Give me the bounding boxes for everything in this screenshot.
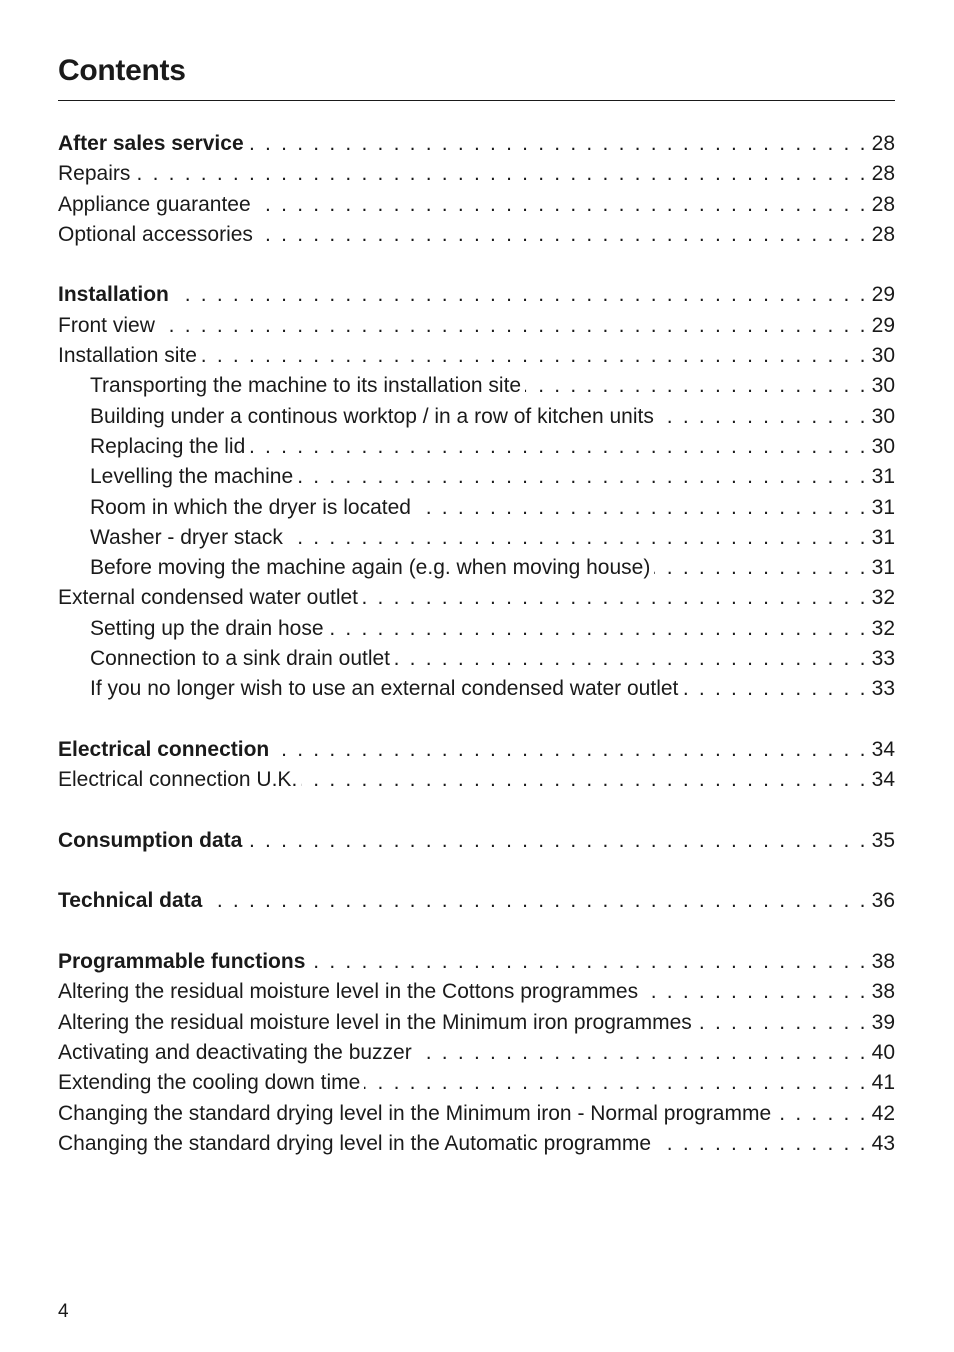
entry-title: After sales service [58, 132, 244, 155]
toc-heading-entry[interactable] [58, 280, 895, 310]
toc-subentry[interactable] [58, 674, 895, 704]
toc-subentry[interactable] [58, 402, 895, 432]
entry-page-number: 35 [871, 828, 895, 852]
toc-entry[interactable] [58, 1008, 895, 1038]
entry-page-number: 34 [871, 737, 895, 761]
entry-title: Front view [58, 313, 155, 337]
dot-leader [201, 341, 868, 371]
entry-title: Electrical connection U.K. [58, 768, 298, 792]
page-title: Contents [58, 54, 186, 87]
entry-title: Optional accessories [58, 222, 253, 246]
toc-subentry[interactable] [58, 371, 895, 401]
entry-page-number: 28 [871, 132, 895, 155]
page-number: 4 [58, 1301, 69, 1322]
dot-leader [362, 583, 868, 613]
dot-leader [658, 402, 868, 432]
entry-title: Consumption data [58, 828, 243, 852]
toc-heading-entry[interactable] [58, 735, 895, 765]
toc-heading-entry[interactable] [58, 826, 895, 856]
toc-subentry[interactable] [58, 523, 895, 553]
dot-leader [775, 1099, 867, 1129]
entry-page-number: 30 [871, 374, 895, 398]
toc-entry[interactable] [58, 765, 895, 795]
dot-leader [287, 523, 868, 553]
dot-leader [654, 553, 867, 583]
toc-section [58, 735, 895, 796]
dot-leader [206, 886, 867, 916]
entry-title: Installation site [58, 344, 197, 368]
entry-page-number: 43 [871, 1131, 895, 1155]
dot-leader [249, 432, 867, 462]
entry-title: Room in which the dryer is located [90, 495, 411, 519]
dot-leader [416, 1038, 868, 1068]
dot-leader [415, 493, 868, 523]
entry-page-number: 36 [871, 889, 895, 913]
entry-title: Appliance guarantee [58, 192, 251, 216]
toc-entry[interactable] [58, 1068, 895, 1098]
entry-page-number: 28 [871, 222, 895, 246]
toc-subentry[interactable] [58, 614, 895, 644]
toc-section [58, 826, 895, 856]
entry-title: Programmable functions [58, 950, 306, 974]
entry-page-number: 31 [871, 525, 895, 549]
entry-title: Changing the standard drying level in the Minimum iron - Normal programme [58, 1101, 772, 1125]
entry-page-number: 32 [871, 586, 895, 610]
dot-leader [297, 462, 868, 492]
entry-title: Altering the residual moisture level in the Minimum iron programmes [58, 1010, 692, 1034]
entry-page-number: 39 [871, 1010, 895, 1034]
entry-title: Transporting the machine to its installation site [90, 374, 522, 398]
dot-leader [525, 371, 868, 401]
entry-page-number: 33 [871, 677, 895, 701]
entry-page-number: 29 [871, 283, 895, 307]
dot-leader [134, 159, 867, 189]
toc-entry[interactable] [58, 190, 895, 220]
entry-title: Altering the residual moisture level in the Cottons programmes [58, 980, 639, 1004]
entry-title: External condensed water outlet [58, 586, 359, 610]
dot-leader [309, 947, 867, 977]
dot-leader [682, 674, 867, 704]
entry-title: Installation [58, 283, 169, 307]
entry-title: Connection to a sink drain outlet [90, 647, 391, 671]
entry-page-number: 30 [871, 404, 895, 428]
toc-entry[interactable] [58, 977, 895, 1007]
entry-page-number: 31 [871, 495, 895, 519]
entry-title: Levelling the machine [90, 465, 294, 489]
toc-subentry[interactable] [58, 493, 895, 523]
entry-page-number: 28 [871, 192, 895, 216]
dot-leader [328, 614, 868, 644]
entry-title: Changing the standard drying level in the Automatic programme [58, 1131, 652, 1155]
entry-title: Setting up the drain hose [90, 616, 324, 640]
entry-page-number: 31 [871, 465, 895, 489]
toc-entry[interactable] [58, 220, 895, 250]
toc-heading-entry[interactable] [58, 947, 895, 977]
toc-section [58, 886, 895, 916]
dot-leader [696, 1008, 868, 1038]
toc-section [58, 280, 895, 704]
entry-title: Electrical connection [58, 737, 270, 761]
table-of-contents [58, 129, 895, 1189]
dot-leader [246, 826, 867, 856]
entry-title: Technical data [58, 889, 203, 913]
toc-subentry[interactable] [58, 644, 895, 674]
toc-subentry[interactable] [58, 432, 895, 462]
title-divider [58, 100, 895, 101]
entry-title: If you no longer wish to use an external condensed water outlet [90, 677, 679, 701]
entry-page-number: 33 [871, 647, 895, 671]
entry-page-number: 34 [871, 768, 895, 792]
toc-entry[interactable] [58, 341, 895, 371]
toc-entry[interactable] [58, 159, 895, 189]
dot-leader [394, 644, 868, 674]
entry-page-number: 40 [871, 1040, 895, 1064]
dot-leader [655, 1129, 868, 1159]
dot-leader [159, 311, 868, 341]
entry-page-number: 38 [871, 980, 895, 1004]
entry-page-number: 42 [871, 1101, 895, 1125]
entry-page-number: 28 [871, 162, 895, 186]
entry-title: Repairs [58, 162, 131, 186]
toc-entry[interactable] [58, 311, 895, 341]
entry-title: Washer - dryer stack [90, 525, 283, 549]
toc-entry[interactable] [58, 1129, 895, 1159]
entry-title: Building under a continous worktop / in a row of kitchen units [90, 404, 654, 428]
entry-page-number: 30 [871, 434, 895, 458]
dot-leader [301, 765, 867, 795]
toc-subentry[interactable] [58, 553, 895, 583]
dot-leader [364, 1068, 867, 1098]
toc-heading-entry[interactable] [58, 129, 895, 159]
dot-leader [257, 220, 868, 250]
toc-subentry[interactable] [58, 462, 895, 492]
entry-page-number: 38 [871, 950, 895, 974]
entry-page-number: 29 [871, 313, 895, 337]
entry-page-number: 32 [871, 616, 895, 640]
dot-leader [248, 129, 868, 159]
toc-heading-entry[interactable] [58, 886, 895, 916]
toc-section [58, 129, 895, 250]
entry-title: Replacing the lid [90, 434, 246, 458]
entry-page-number: 30 [871, 344, 895, 368]
dot-leader [642, 977, 868, 1007]
entry-page-number: 41 [871, 1071, 895, 1095]
toc-section [58, 947, 895, 1159]
dot-leader [255, 190, 868, 220]
toc-entry[interactable] [58, 583, 895, 613]
entry-title: Extending the cooling down time [58, 1071, 361, 1095]
toc-entry[interactable] [58, 1038, 895, 1068]
toc-entry[interactable] [58, 1099, 895, 1129]
entry-page-number: 31 [871, 556, 895, 580]
entry-title: Before moving the machine again (e.g. when moving house) [90, 556, 651, 580]
dot-leader [173, 280, 868, 310]
dot-leader [273, 735, 867, 765]
entry-title: Activating and deactivating the buzzer [58, 1040, 412, 1064]
